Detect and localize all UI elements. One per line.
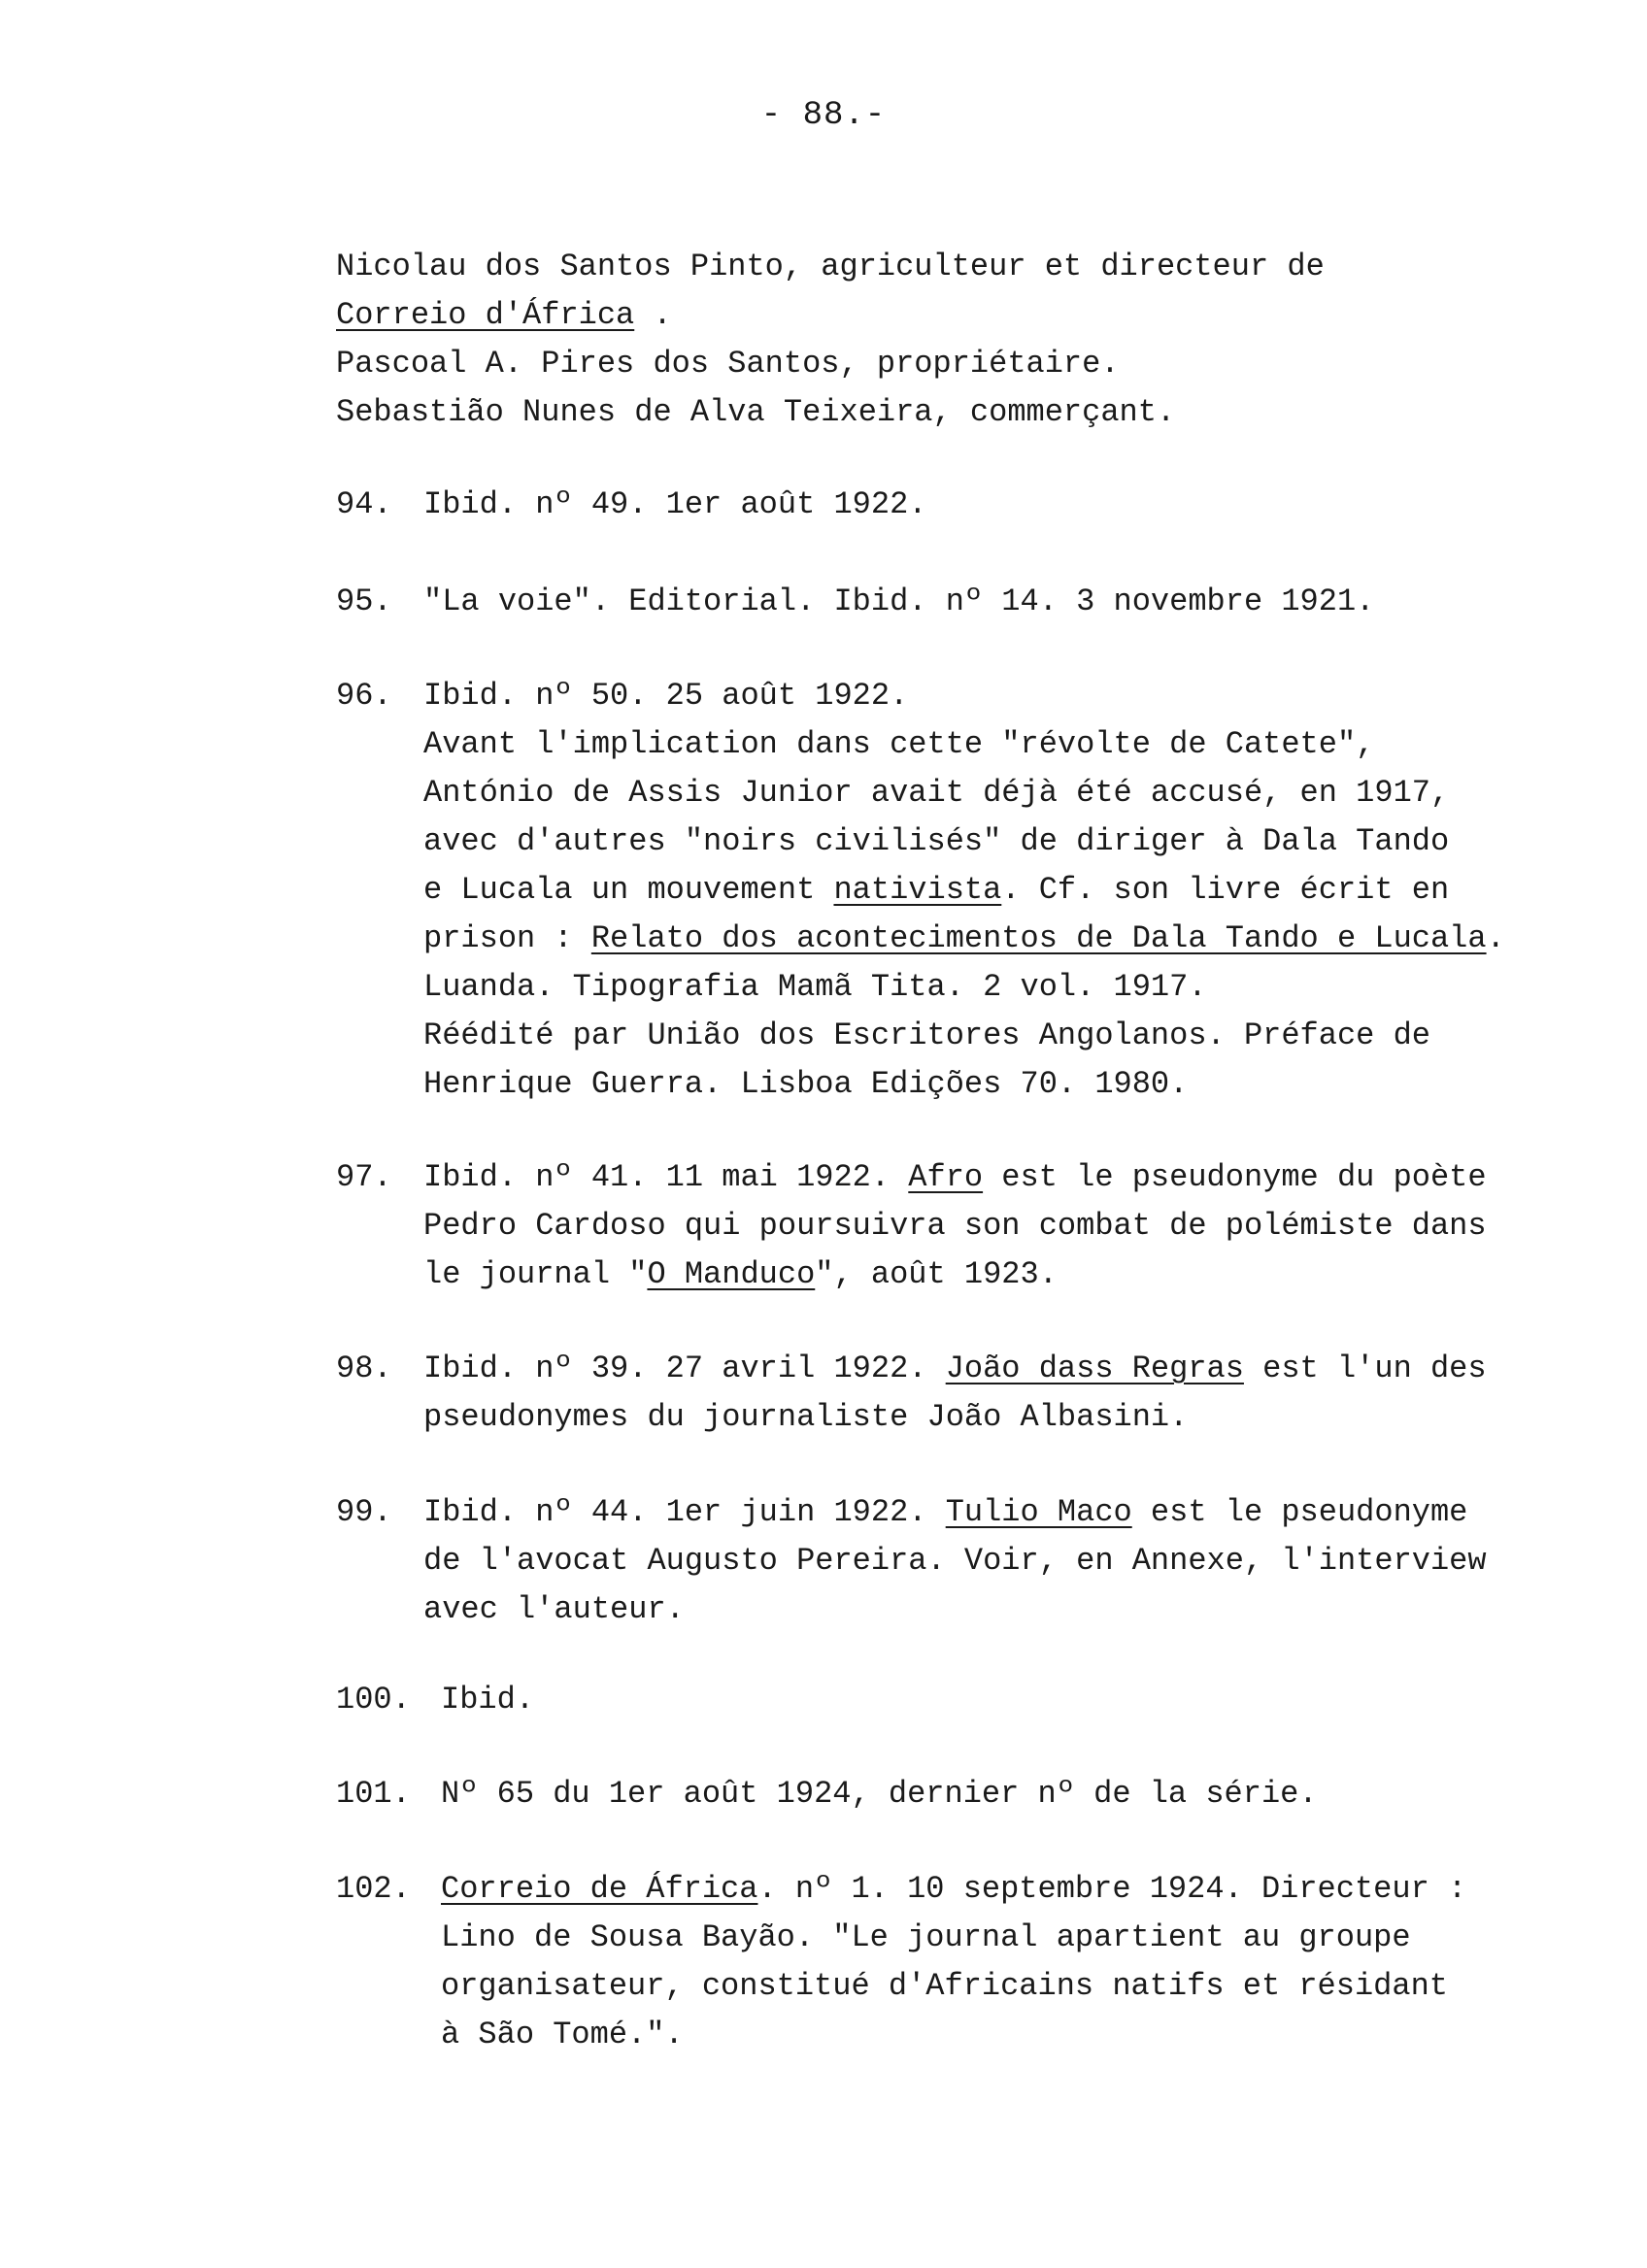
- text-run: est l'un des: [1243, 1351, 1487, 1386]
- footnote-continuation-line: [336, 1393, 1589, 1442]
- text-run: .: [1486, 920, 1505, 956]
- underlined-title: O Manduco: [647, 1256, 816, 1292]
- text-run: à São Tomé.".: [441, 2017, 684, 2052]
- footnote-number: 99.: [336, 1494, 392, 1530]
- footnote-continuation-line: [336, 720, 1589, 769]
- footnote-continuation-line: [336, 2011, 1589, 2059]
- text-run: Sebastião Nunes de Alva Teixeira, commerçant.: [336, 394, 1176, 430]
- footnote-continuation-line: [336, 769, 1589, 817]
- underlined-title: Correio d'África: [336, 297, 635, 333]
- footnote-first-line: [336, 1345, 1589, 1393]
- footnote-continuation-line: [336, 1914, 1589, 1962]
- footnote-number: 97.: [336, 1159, 392, 1195]
- footnote-number: 101.: [336, 1776, 411, 1812]
- footnote-continuation-line: [336, 1012, 1589, 1060]
- footnote-continuation-line: [336, 1060, 1589, 1109]
- underlined-title: Afro: [908, 1159, 984, 1195]
- text-run: e Lucala un mouvement: [423, 872, 834, 908]
- underlined-title: nativista: [833, 872, 1002, 908]
- footnote-continuation-line: [336, 1202, 1589, 1251]
- text-run: ", août 1923.: [815, 1256, 1058, 1292]
- footnote-95: [336, 578, 1589, 626]
- text-run: pseudonymes du journaliste João Albasini.: [423, 1399, 1189, 1435]
- intro-line: [336, 243, 1569, 291]
- footnote-continuation-line: [336, 1585, 1589, 1634]
- text-run: est le pseudonyme du poète: [983, 1159, 1487, 1195]
- text-run: Pedro Cardoso qui poursuivra son combat de polémiste dans: [423, 1208, 1487, 1244]
- footnote-98: [336, 1345, 1589, 1442]
- text-run: avec d'autres "noirs civilisés" de diriger à Dala Tando: [423, 823, 1450, 859]
- page-number: - 88.-: [760, 97, 887, 134]
- footnote-first-line: [336, 481, 1589, 529]
- footnote-number: 100.: [336, 1682, 411, 1718]
- text-run: Pascoal A. Pires dos Santos, propriétaire.: [336, 346, 1120, 382]
- text-run: Luanda. Tipografia Mamã Tita. 2 vol. 1917.: [423, 969, 1207, 1005]
- intro-line: [336, 388, 1569, 437]
- footnote-continuation-line: [336, 817, 1589, 866]
- underlined-title: Relato dos acontecimentos de Dala Tando e Lucala: [590, 920, 1487, 956]
- text-run: Ibid. nº 39. 27 avril 1922.: [423, 1351, 946, 1386]
- text-run: Henrique Guerra. Lisboa Edições 70. 1980.: [423, 1066, 1189, 1102]
- footnote-number: 94.: [336, 486, 392, 522]
- footnote-continuation-line: [336, 963, 1589, 1012]
- footnote-96: [336, 672, 1589, 1109]
- text-run: . nº 1. 10 septembre 1924. Directeur :: [757, 1871, 1467, 1907]
- text-run: Ibid. nº 44. 1er juin 1922.: [423, 1494, 946, 1530]
- text-run: le journal ": [423, 1256, 648, 1292]
- text-run: Ibid. nº 41. 11 mai 1922.: [423, 1159, 909, 1195]
- text-run: Ibid. nº 49. 1er août 1922.: [423, 486, 927, 522]
- footnote-continuation-line: [336, 866, 1589, 915]
- footnote-continuation-line: [336, 915, 1589, 963]
- footnote-first-line: [336, 578, 1589, 626]
- underlined-title: Tulio Maco: [945, 1494, 1132, 1530]
- footnote-first-line: [336, 672, 1589, 720]
- footnote-first-line: [336, 1865, 1589, 1914]
- footnote-102: [336, 1865, 1589, 2059]
- footnote-first-line: [336, 1770, 1589, 1818]
- intro-continuation: [336, 243, 1569, 437]
- text-run: . Cf. son livre écrit en: [1001, 872, 1450, 908]
- underlined-title: Correio de África: [441, 1871, 758, 1907]
- footnote-continuation-line: [336, 1537, 1589, 1585]
- text-run: prison :: [423, 920, 591, 956]
- text-run: "La voie". Editorial. Ibid. nº 14. 3 novembre 1921.: [423, 584, 1375, 619]
- underlined-title: João dass Regras: [945, 1351, 1244, 1386]
- footnote-101: [336, 1770, 1589, 1818]
- footnote-number: 98.: [336, 1351, 392, 1386]
- text-run: .: [634, 297, 672, 333]
- footnote-100: [336, 1676, 1589, 1724]
- text-run: Nicolau dos Santos Pinto, agriculteur et directeur de: [336, 249, 1325, 284]
- footnote-94: [336, 481, 1589, 529]
- footnote-continuation-line: [336, 1962, 1589, 2011]
- intro-line: [336, 340, 1569, 388]
- text-run: organisateur, constitué d'Africains natifs et résidant: [441, 1968, 1448, 2004]
- text-run: de l'avocat Augusto Pereira. Voir, en Annexe, l'interview: [423, 1543, 1487, 1579]
- footnote-number: 102.: [336, 1871, 411, 1907]
- footnote-continuation-line: [336, 1251, 1589, 1299]
- text-run: Ibid.: [441, 1682, 535, 1718]
- footnote-99: [336, 1488, 1589, 1634]
- footnote-first-line: [336, 1676, 1589, 1724]
- text-run: Avant l'implication dans cette "révolte de Catete",: [423, 726, 1375, 762]
- text-run: Réédité par União dos Escritores Angolanos. Préface de: [423, 1017, 1430, 1053]
- text-run: est le pseudonyme: [1131, 1494, 1468, 1530]
- text-run: Nº 65 du 1er août 1924, dernier nº de la série.: [441, 1776, 1318, 1812]
- text-run: avec l'auteur.: [423, 1591, 685, 1627]
- intro-line: [336, 291, 1569, 340]
- footnote-first-line: [336, 1153, 1589, 1202]
- footnote-97: [336, 1153, 1589, 1299]
- footnote-first-line: [336, 1488, 1589, 1537]
- text-run: António de Assis Junior avait déjà été accusé, en 1917,: [423, 775, 1450, 811]
- text-run: Lino de Sousa Bayão. "Le journal apartient au groupe: [441, 1919, 1411, 1955]
- footnote-number: 95.: [336, 584, 392, 619]
- text-run: Ibid. nº 50. 25 août 1922.: [423, 678, 909, 714]
- footnote-number: 96.: [336, 678, 392, 714]
